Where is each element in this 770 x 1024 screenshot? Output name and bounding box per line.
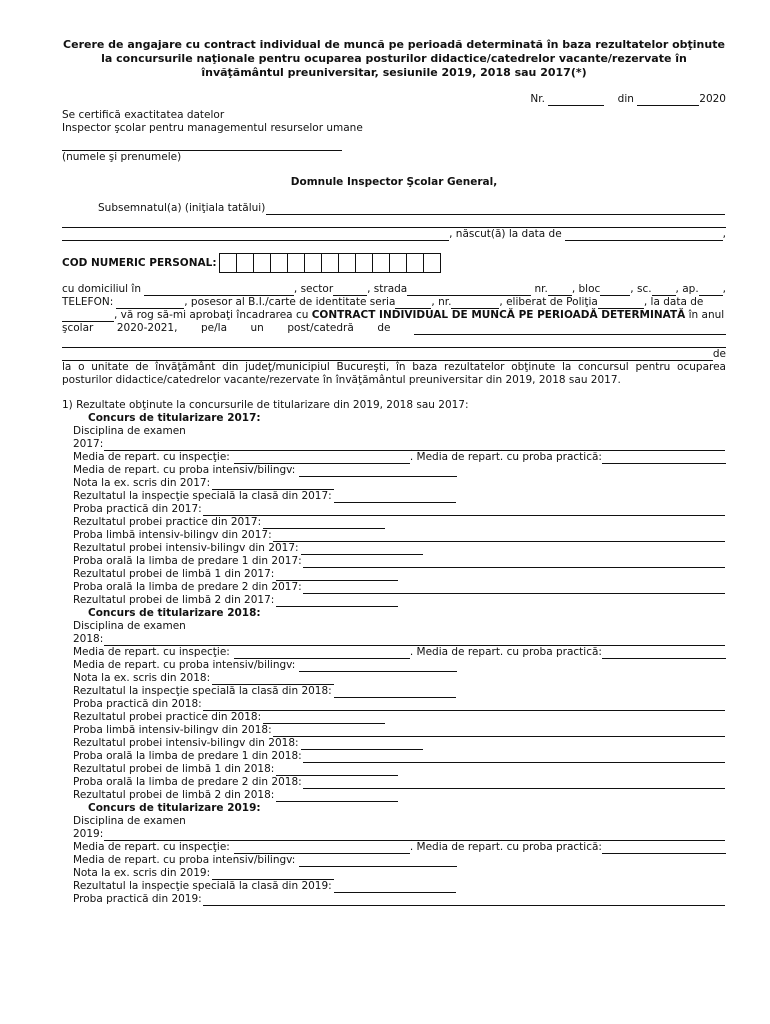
- birth-line: , născut(ă) la data de ,: [62, 228, 726, 241]
- media-practica-label: . Media de repart. cu proba practică:: [409, 451, 602, 463]
- phone-label: TELEFON:: [62, 296, 114, 308]
- media-inspectie-label: Media de repart. cu inspecţie:: [73, 451, 230, 463]
- post-label: post/catedră: [287, 322, 354, 334]
- disciplina-year: 2018:: [73, 633, 104, 645]
- registration-number: [62, 93, 726, 106]
- nr-field[interactable]: [548, 95, 604, 106]
- post-field[interactable]: [414, 324, 726, 335]
- phone-field[interactable]: [116, 298, 184, 309]
- media-inspectie-label: Media de repart. cu inspecţie:: [73, 646, 230, 658]
- street-nr-field[interactable]: [548, 285, 572, 296]
- street-label: , strada: [367, 283, 408, 295]
- result-row: [62, 594, 726, 607]
- cnp-digit-box[interactable]: [407, 254, 424, 272]
- cnp-digit-box[interactable]: [305, 254, 322, 272]
- id-nr-field[interactable]: [451, 298, 499, 309]
- result-row: [62, 477, 726, 490]
- disciplina-field[interactable]: [104, 440, 725, 451]
- result-row: [62, 776, 726, 789]
- result-row: [62, 711, 726, 724]
- result-field[interactable]: [263, 518, 385, 529]
- disciplina-label: Disciplina de examen: [73, 815, 186, 827]
- media-inspectie-field[interactable]: [234, 648, 410, 659]
- result-row: [62, 893, 726, 906]
- result-label: Nota la ex. scris din 2019:: [73, 867, 211, 879]
- result-row: [62, 555, 726, 568]
- certify-line-1: Se certifică exactitatea datelor: [62, 109, 225, 121]
- issue-date-field[interactable]: [62, 311, 114, 322]
- result-field[interactable]: [276, 791, 398, 802]
- result-label: Proba practică din 2018:: [73, 698, 202, 710]
- din-label: din: [617, 93, 634, 105]
- apartment-field[interactable]: [699, 285, 723, 296]
- block-label: , bloc: [571, 283, 601, 295]
- subsemnatul-label: Subsemnatul(a) (iniţiala tatălui): [98, 202, 266, 214]
- concurs-heading: Concurs de titularizare 2019:: [88, 802, 261, 814]
- result-row: [62, 672, 726, 685]
- result-field[interactable]: [334, 882, 456, 893]
- block-field[interactable]: [600, 285, 630, 296]
- salutation: Domnule Inspector Şcolar General,: [290, 176, 498, 188]
- result-label: Rezultatul probei practice din 2018:: [73, 711, 262, 723]
- result-row: [62, 724, 726, 737]
- result-label: Rezultatul probei de limbă 1 din 2017:: [73, 568, 275, 580]
- year-label: în anul: [688, 309, 725, 321]
- result-field[interactable]: [334, 687, 456, 698]
- media-inspectie-field[interactable]: [234, 843, 410, 854]
- id-series-label: , posesor al B.I./carte de identitate seria: [184, 296, 396, 308]
- result-label: Rezultatul probei de limbă 2 din 2017:: [73, 594, 275, 606]
- pe-la-label: pe/la: [200, 322, 227, 334]
- media-practica-field[interactable]: [602, 843, 726, 854]
- media-intensiv-label: Media de repart. cu proba intensiv/bilingv:: [73, 659, 296, 671]
- disciplina-label: Disciplina de examen: [73, 425, 186, 437]
- concurs-heading: Concurs de titularizare 2017:: [88, 412, 261, 424]
- result-field[interactable]: [212, 869, 334, 880]
- result-field[interactable]: [203, 895, 725, 906]
- name-caption: (numele şi prenumele): [62, 151, 182, 163]
- result-label: Proba limbă intensiv-bilingv din 2018:: [73, 724, 272, 736]
- date-field[interactable]: [637, 95, 699, 106]
- cnp-digit-box[interactable]: [356, 254, 373, 272]
- issue-date-label: , la data de: [643, 296, 704, 308]
- result-field[interactable]: [273, 531, 725, 542]
- staircase-field[interactable]: [652, 285, 676, 296]
- city-field[interactable]: [144, 285, 294, 296]
- request-label: , vă rog să-mi aprobaţi încadrarea cu: [114, 309, 309, 321]
- staircase-label: , sc.: [630, 283, 652, 295]
- result-field[interactable]: [334, 492, 456, 503]
- result-row: [62, 698, 726, 711]
- name-continuation-field-2[interactable]: [62, 230, 449, 241]
- request-line: [62, 309, 726, 322]
- application-form: [62, 38, 726, 906]
- cnp-digit-box[interactable]: [271, 254, 288, 272]
- result-field[interactable]: [276, 570, 398, 581]
- cnp-row: [62, 253, 726, 273]
- phone-id-line: [62, 296, 726, 309]
- result-label: Proba practică din 2017:: [73, 503, 202, 515]
- result-field[interactable]: [303, 557, 725, 568]
- media-intensiv-field[interactable]: [299, 466, 457, 477]
- disciplina-line: [62, 828, 726, 841]
- unit-paragraph: la o unitate de învăţământ din judeţ/municipiul Bucureşti, în baza rezultatelor obţinute la concursul pentru ocuparea posturilor didactice/catedrelor vacante/rezervate în învăţământul preuniversitar din 2019, 2018 sau 2017.: [62, 361, 726, 386]
- media-inspectie-field[interactable]: [234, 453, 410, 464]
- certify-line-2: Inspector şcolar pentru managementul resurselor umane: [62, 122, 363, 134]
- cnp-label: COD NUMERIC PERSONAL:: [62, 256, 217, 269]
- name-field[interactable]: [266, 204, 725, 215]
- birth-date-field[interactable]: [565, 230, 723, 241]
- post-continuation-field[interactable]: [62, 335, 726, 348]
- result-label: Nota la ex. scris din 2018:: [73, 672, 211, 684]
- cnp-digit-box[interactable]: [220, 254, 237, 272]
- result-row: [62, 529, 726, 542]
- result-field[interactable]: [303, 752, 725, 763]
- year-suffix: 2020: [699, 93, 726, 105]
- media-intensiv-label: Media de repart. cu proba intensiv/bilingv:: [73, 854, 296, 866]
- result-field[interactable]: [203, 505, 725, 516]
- media-line: [62, 646, 726, 659]
- sector-field[interactable]: [333, 285, 367, 296]
- disciplina-year: 2019:: [73, 828, 104, 840]
- issued-by-field[interactable]: [598, 298, 644, 309]
- street-nr-label: nr.: [534, 283, 548, 295]
- media-line: [62, 451, 726, 464]
- cnp-digit-box[interactable]: [390, 254, 407, 272]
- result-row: [62, 503, 726, 516]
- cnp-digit-box[interactable]: [288, 254, 305, 272]
- document-title: Cerere de angajare cu contract individual de muncă pe perioadă determinată în baza rezultatelor obţinute la concursurile naţionale pentru ocuparea posturilor didactice/catedrelor vacante/rezervate în învăţământul preuniversitar, sesiunile 2019, 2018 sau 2017(*): [63, 38, 725, 79]
- result-field[interactable]: [301, 544, 423, 555]
- disciplina-line: [62, 438, 726, 451]
- result-row: [62, 685, 726, 698]
- name-continuation-field[interactable]: [62, 215, 726, 228]
- result-label: Rezultatul la inspecţie specială la clasă din 2017:: [73, 490, 332, 502]
- concurs-heading: Concurs de titularizare 2018:: [88, 607, 261, 619]
- result-label: Proba orală la limba de predare 1 din 2018:: [73, 750, 302, 762]
- nr-label: Nr.: [530, 93, 545, 105]
- id-series-field[interactable]: [395, 298, 431, 309]
- disciplina-year: 2017:: [73, 438, 104, 450]
- media-practica-field[interactable]: [602, 453, 726, 464]
- issued-by-label: , eliberat de Poliţia: [499, 296, 598, 308]
- result-field[interactable]: [276, 596, 398, 607]
- school-label: şcolar: [62, 322, 94, 334]
- result-row: [62, 568, 726, 581]
- result-row: [62, 880, 726, 893]
- result-field[interactable]: [212, 479, 334, 490]
- result-label: Proba practică din 2019:: [73, 893, 202, 905]
- result-label: Rezultatul la inspecţie specială la clasă din 2019:: [73, 880, 332, 892]
- result-label: Rezultatul la inspecţie specială la clasă din 2018:: [73, 685, 332, 697]
- result-row: [62, 737, 726, 750]
- post-continuation-field-2[interactable]: [62, 350, 713, 361]
- subsemnatul-line: [62, 202, 726, 215]
- un-label: un: [250, 322, 264, 334]
- disciplina-field[interactable]: [104, 830, 725, 841]
- cnp-digit-box[interactable]: [373, 254, 390, 272]
- inspector-name-field[interactable]: [62, 138, 342, 151]
- birth-label: , născut(ă) la data de: [449, 228, 562, 240]
- concursuri-list: [62, 412, 726, 906]
- result-field[interactable]: [203, 700, 725, 711]
- cnp-digit-box[interactable]: [339, 254, 356, 272]
- cnp-digit-box[interactable]: [424, 254, 441, 272]
- result-field[interactable]: [303, 778, 725, 789]
- result-row: [62, 867, 726, 880]
- result-row: [62, 763, 726, 776]
- result-label: Proba orală la limba de predare 1 din 2017:: [73, 555, 302, 567]
- result-label: Proba orală la limba de predare 2 din 2018:: [73, 776, 302, 788]
- result-row: [62, 581, 726, 594]
- section-1-title: 1) Rezultate obţinute la concursurile de titularizare din 2019, 2018 sau 2017:: [62, 399, 469, 411]
- media-intensiv-label: Media de repart. cu proba intensiv/bilingv:: [73, 464, 296, 476]
- media-line: [62, 841, 726, 854]
- school-year: 2020-2021,: [116, 322, 178, 334]
- result-field[interactable]: [276, 765, 398, 776]
- id-nr-label: , nr.: [431, 296, 452, 308]
- result-label: Nota la ex. scris din 2017:: [73, 477, 211, 489]
- disciplina-label: Disciplina de examen: [73, 620, 186, 632]
- media-inspectie-label: Media de repart. cu inspecţie:: [73, 841, 230, 853]
- media-intensiv-field[interactable]: [299, 661, 457, 672]
- result-row: [62, 490, 726, 503]
- cnp-digit-box[interactable]: [322, 254, 339, 272]
- media-intensiv-line: [62, 659, 726, 672]
- media-practica-field[interactable]: [602, 648, 726, 659]
- result-field[interactable]: [301, 739, 423, 750]
- result-field[interactable]: [273, 726, 725, 737]
- cnp-digit-box[interactable]: [237, 254, 254, 272]
- result-label: Rezultatul probei practice din 2017:: [73, 516, 262, 528]
- media-intensiv-line: [62, 854, 726, 867]
- media-practica-label: . Media de repart. cu proba practică:: [409, 646, 602, 658]
- result-label: Rezultatul probei de limbă 1 din 2018:: [73, 763, 275, 775]
- result-field[interactable]: [303, 583, 725, 594]
- street-field[interactable]: [407, 285, 531, 296]
- cnp-digit-box[interactable]: [254, 254, 271, 272]
- result-label: Rezultatul probei de limbă 2 din 2018:: [73, 789, 275, 801]
- media-intensiv-line: [62, 464, 726, 477]
- post-line: [62, 322, 726, 335]
- result-field[interactable]: [263, 713, 385, 724]
- cnp-input[interactable]: [219, 253, 441, 273]
- contract-type: CONTRACT INDIVIDUAL DE MUNCĂ PE PERIOADĂ DETERMINATĂ: [311, 309, 686, 321]
- result-label: Rezultatul probei intensiv-bilingv din 2017:: [73, 542, 299, 554]
- result-row: [62, 542, 726, 555]
- result-label: Proba orală la limba de predare 2 din 2017:: [73, 581, 302, 593]
- domicile-label: cu domiciliul în: [62, 283, 142, 295]
- result-field[interactable]: [212, 674, 334, 685]
- result-label: Proba limbă intensiv-bilingv din 2017:: [73, 529, 272, 541]
- de-label: de: [377, 322, 391, 334]
- result-row: [62, 789, 726, 802]
- de-end-label: de: [712, 348, 726, 360]
- apartment-label: , ap.: [675, 283, 699, 295]
- disciplina-field[interactable]: [104, 635, 725, 646]
- result-label: Rezultatul probei intensiv-bilingv din 2018:: [73, 737, 299, 749]
- result-row: [62, 750, 726, 763]
- disciplina-line: [62, 633, 726, 646]
- address-line: cu domiciliul în , sector , strada nr. , bloc , sc. , ap. ,: [62, 283, 726, 295]
- media-practica-label: . Media de repart. cu proba practică:: [409, 841, 602, 853]
- result-row: [62, 516, 726, 529]
- sector-label: , sector: [293, 283, 334, 295]
- media-intensiv-field[interactable]: [299, 856, 457, 867]
- post-end-line: [62, 348, 726, 361]
